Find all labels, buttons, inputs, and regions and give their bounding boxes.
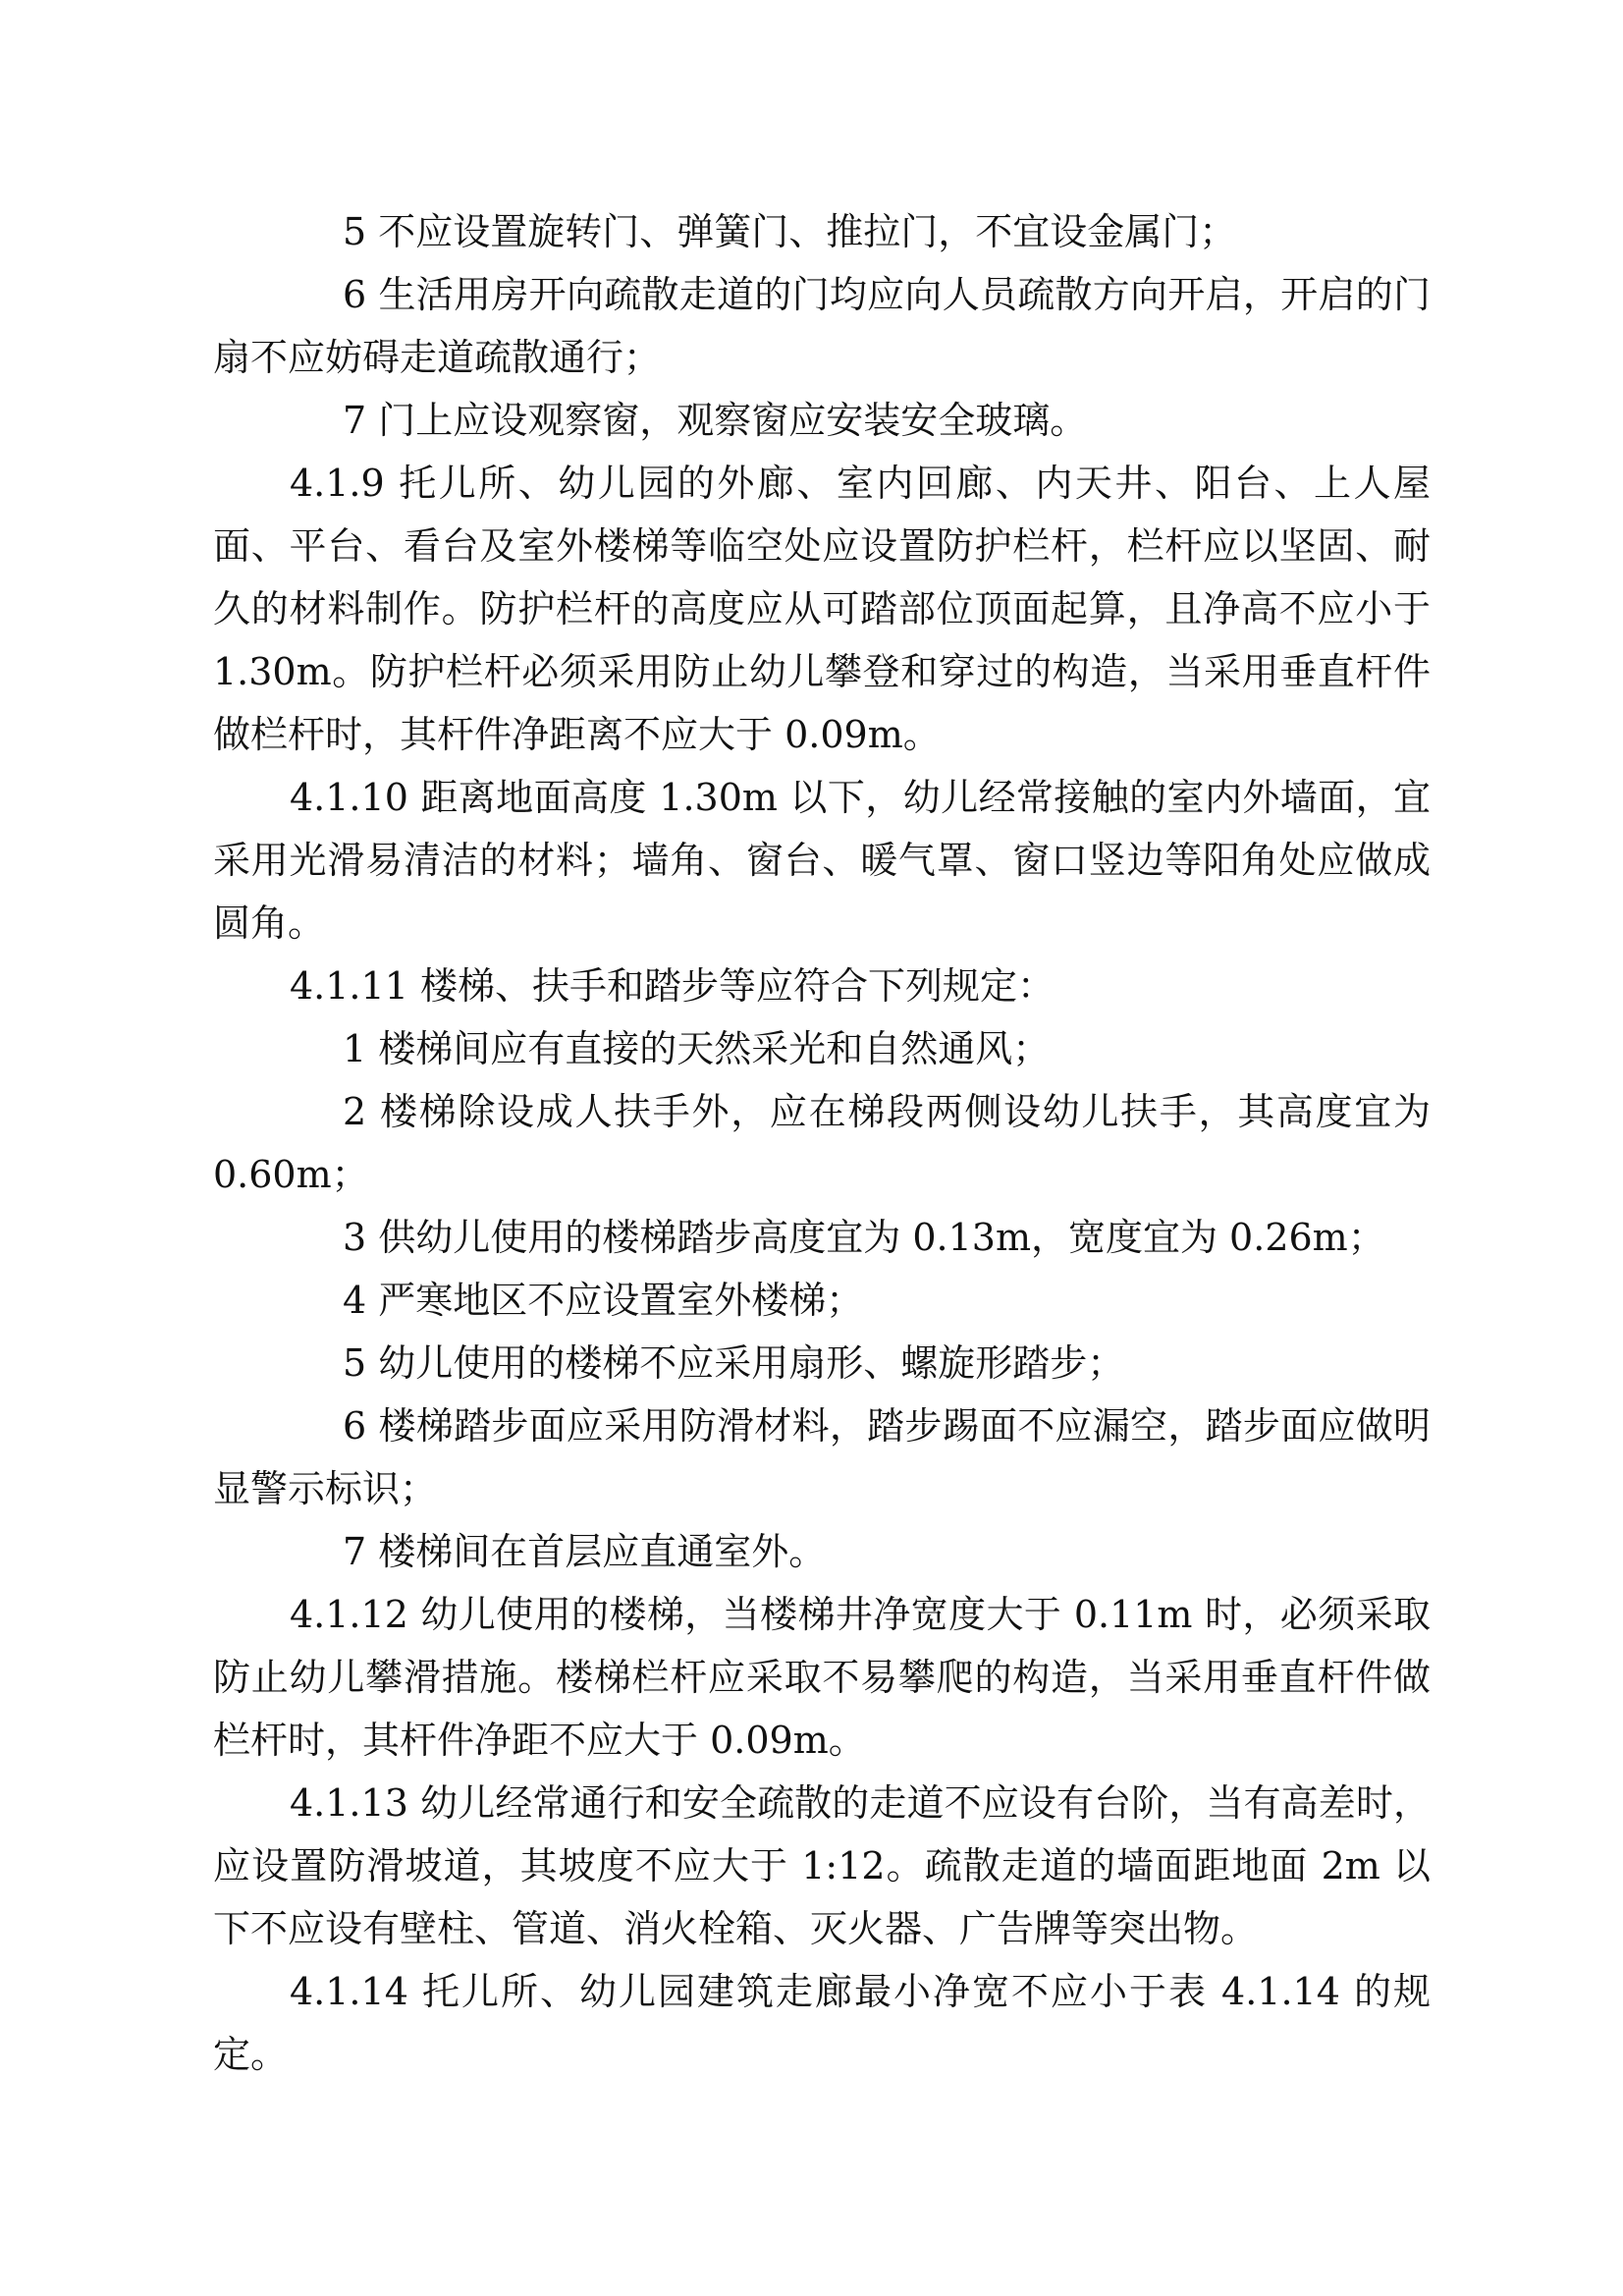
stair-item-7: 7 楼梯间在首层应直通室外。 <box>343 1530 827 1573</box>
stair-item-5: 5 幼儿使用的楼梯不应采用扇形、螺旋形踏步； <box>343 1341 1125 1385</box>
clause-4-1-10: 4.1.10 距离地面高度 1.30m 以下，幼儿经常接触的室内外墙面，宜采用光滑易清洁的材料；墙角、窗台、暖气罩、窗口竖边等阳角处应做成圆角。 <box>213 776 1431 945</box>
stair-item-6: 6 楼梯踏步面应采用防滑材料，踏步踢面不应漏空，踏步面应做明显警示标识； <box>213 1404 1431 1510</box>
stair-item-1: 1 楼梯间应有直接的天然采光和自然通风； <box>343 1027 1051 1070</box>
stair-item-3: 3 供幼儿使用的楼梯踏步高度宜为 0.13m，宽度宜为 0.26m； <box>343 1216 1385 1259</box>
stair-item-2: 2 楼梯除设成人扶手外，应在梯段两侧设幼儿扶手，其高度宜为 0.60m； <box>213 1090 1431 1196</box>
clause-4-1-13: 4.1.13 幼儿经常通行和安全疏散的走道不应设有台阶，当有高差时，应设置防滑坡道，其坡度不应大于 1:12。疏散走道的墙面距地面 2m 以下不应设有壁柱、管道、消火栓箱、灭火器、广告牌等突出物。 <box>213 1781 1431 1950</box>
stair-item-4: 4 严寒地区不应设置室外楼梯； <box>343 1279 864 1322</box>
document-body <box>213 200 1431 2086</box>
clause-4-1-9: 4.1.9 托儿所、幼儿园的外廊、室内回廊、内天井、阳台、上人屋面、平台、看台及室外楼梯等临空处应设置防护栏杆，栏杆应以坚固、耐久的材料制作。防护栏杆的高度应从可踏部位顶面起算，且净高不应小于 1.30m。防护栏杆必须采用防止幼儿攀登和穿过的构造，当采用垂直杆件做栏杆时，其杆件净距离不应大于 0.09m。 <box>213 462 1431 756</box>
door-item-7: 7 门上应设观察窗，观察窗应安装安全玻璃。 <box>343 399 1088 442</box>
clause-4-1-11: 4.1.11 楼梯、扶手和踏步等应符合下列规定： <box>290 964 1055 1008</box>
door-item-6: 6 生活用房开向疏散走道的门均应向人员疏散方向开启，开启的门扇不应妨碍走道疏散通行； <box>213 273 1431 379</box>
clause-4-1-12: 4.1.12 幼儿使用的楼梯，当楼梯井净宽度大于 0.11m 时，必须采取防止幼儿攀滑措施。楼梯栏杆应采取不易攀爬的构造，当采用垂直杆件做栏杆时，其杆件净距不应大于 0.09m。 <box>213 1593 1431 1762</box>
door-item-5: 5 不应设置旋转门、弹簧门、推拉门，不宜设金属门； <box>343 210 1237 253</box>
clause-4-1-14: 4.1.14 托儿所、幼儿园建筑走廊最小净宽不应小于表 4.1.14 的规定。 <box>213 1970 1431 2076</box>
